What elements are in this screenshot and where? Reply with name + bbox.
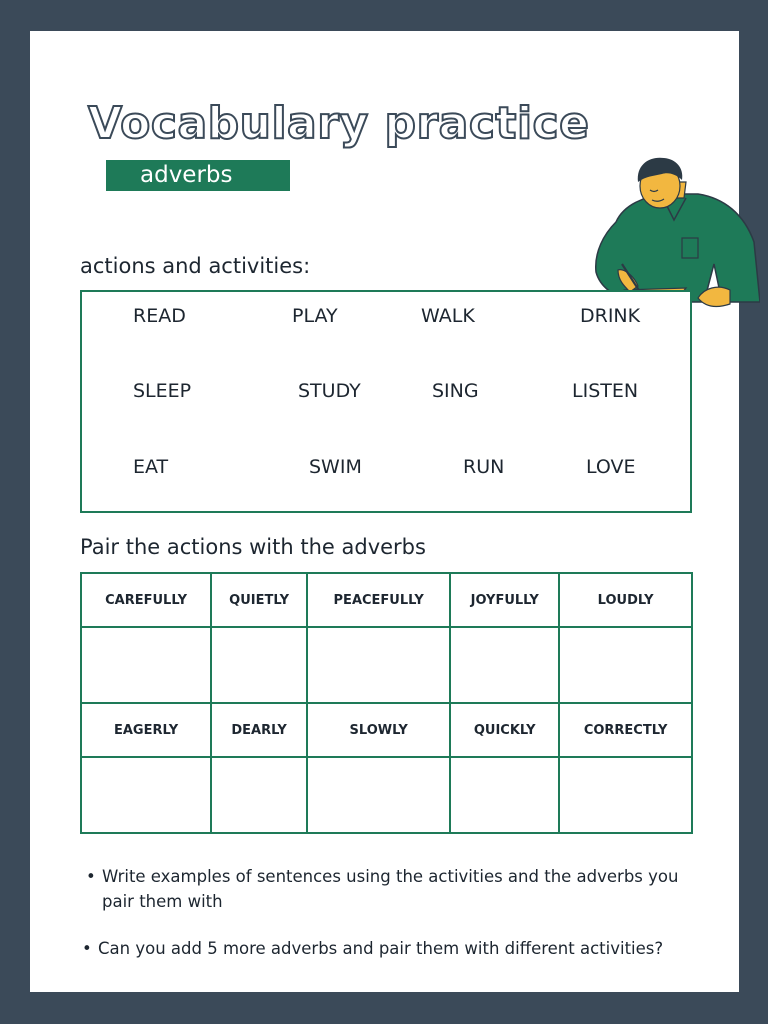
answer-cell[interactable] (450, 757, 559, 833)
answer-cell[interactable] (307, 627, 450, 703)
answer-cell[interactable] (81, 757, 211, 833)
instruction-item: • Write examples of sentences using the activities and the adverbs you pair them with (80, 864, 710, 914)
action-word: DRINK (580, 305, 641, 327)
person-writing-icon (594, 152, 760, 312)
instructions-list (80, 864, 710, 961)
action-word: WALK (421, 305, 475, 327)
adverb-cell: DEARLY (211, 703, 307, 757)
answer-cell[interactable] (307, 757, 450, 833)
adverb-cell: EAGERLY (81, 703, 211, 757)
adverb-cell: CORRECTLY (559, 703, 692, 757)
adverb-cell: PEACEFULLY (307, 573, 450, 627)
answer-cell[interactable] (559, 627, 692, 703)
pair-heading: Pair the actions with the adverbs (80, 535, 426, 559)
answer-cell[interactable] (450, 627, 559, 703)
adverb-cell: QUICKLY (450, 703, 559, 757)
action-word: PLAY (292, 305, 338, 327)
action-word: LOVE (586, 456, 636, 478)
page-title: Vocabulary practice (88, 98, 590, 149)
instruction-item: • Can you add 5 more adverbs and pair them with different activities? (80, 936, 710, 961)
answer-cell[interactable] (211, 757, 307, 833)
action-word: LISTEN (572, 380, 639, 402)
answer-cell[interactable] (211, 627, 307, 703)
adverb-cell: SLOWLY (307, 703, 450, 757)
adverb-cell: QUIETLY (211, 573, 307, 627)
adverb-cell: CAREFULLY (81, 573, 211, 627)
answer-cell[interactable] (559, 757, 692, 833)
action-word: SWIM (309, 456, 362, 478)
action-word: SLEEP (133, 380, 192, 402)
answer-cell[interactable] (81, 627, 211, 703)
adverb-cell: LOUDLY (559, 573, 692, 627)
action-word: SING (432, 380, 479, 402)
actions-heading: actions and activities: (80, 254, 311, 278)
adverb-pairing-table (80, 572, 693, 834)
adverb-cell: JOYFULLY (450, 573, 559, 627)
action-word: RUN (463, 456, 505, 478)
action-word: EAT (133, 456, 169, 478)
subtitle-tag: adverbs (106, 160, 290, 191)
action-word: STUDY (298, 380, 361, 402)
action-word: READ (133, 305, 186, 327)
